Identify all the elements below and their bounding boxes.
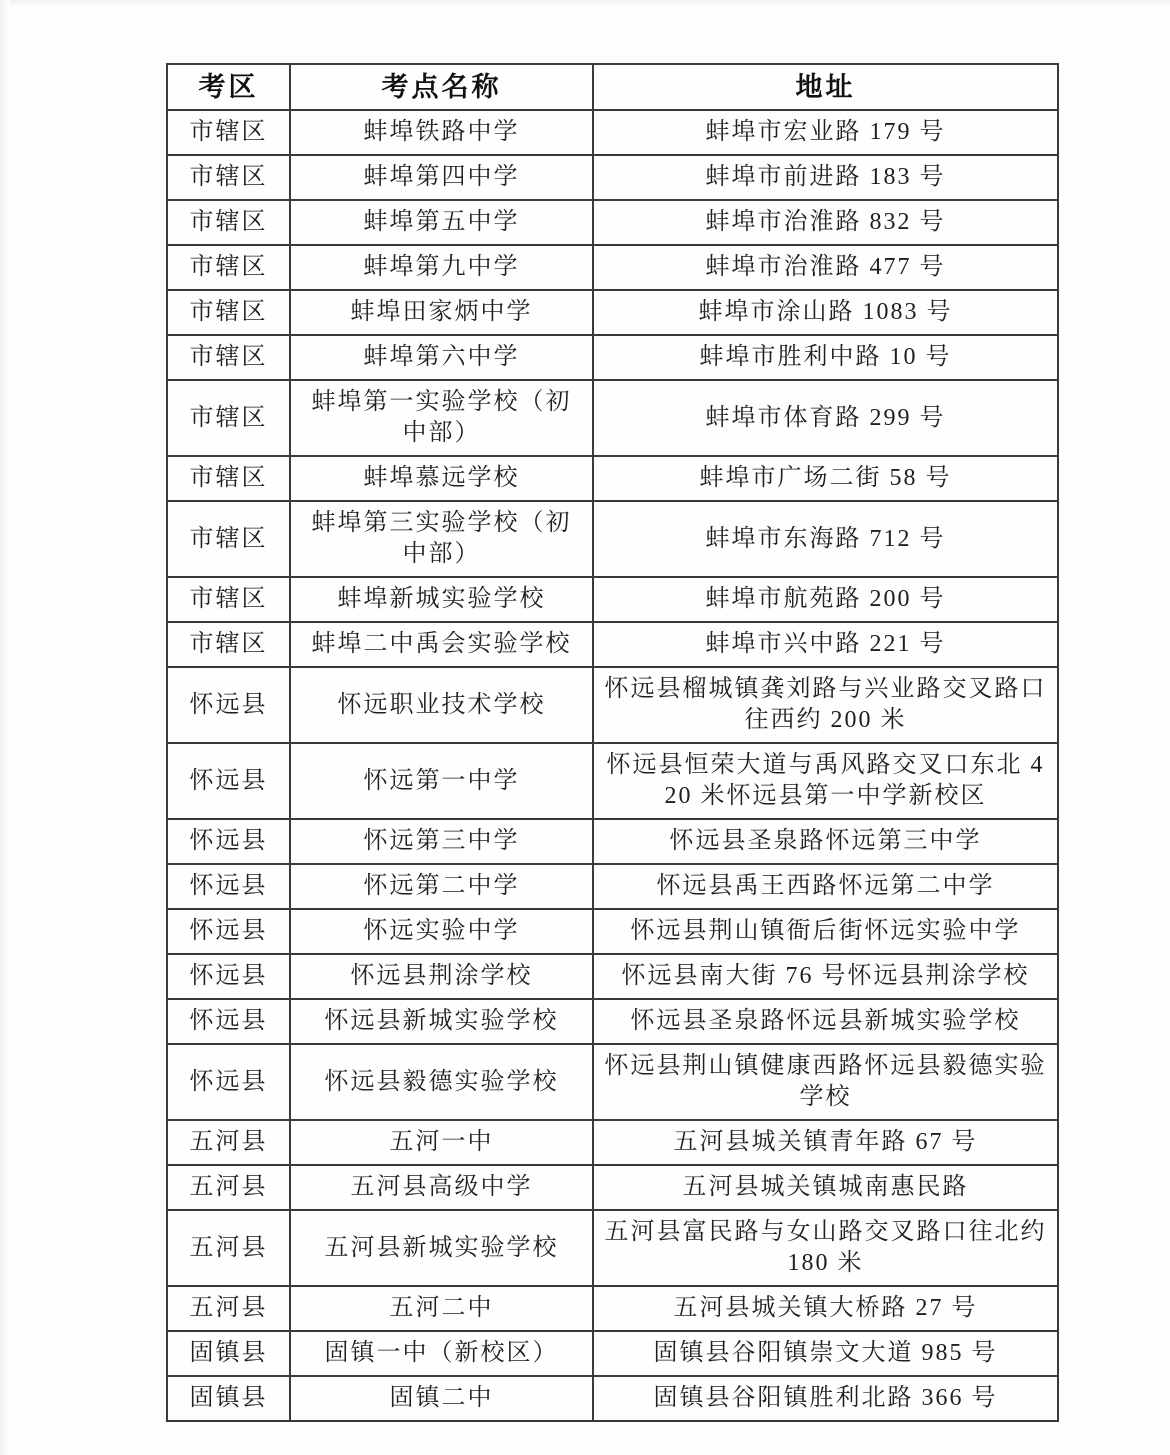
district-cell: 市辖区 xyxy=(167,200,290,245)
site-name-cell: 怀远实验中学 xyxy=(290,909,593,954)
address-cell: 蚌埠市胜利中路 10 号 xyxy=(593,335,1058,380)
table-row xyxy=(167,335,1058,380)
district-cell: 怀远县 xyxy=(167,667,290,743)
site-name-cell: 五河一中 xyxy=(290,1120,593,1165)
district-cell: 怀远县 xyxy=(167,954,290,999)
district-cell: 怀远县 xyxy=(167,1044,290,1120)
site-name-cell: 蚌埠第九中学 xyxy=(290,245,593,290)
site-name-cell: 怀远职业技术学校 xyxy=(290,667,593,743)
table-row xyxy=(167,245,1058,290)
table-row xyxy=(167,1331,1058,1376)
district-cell: 怀远县 xyxy=(167,909,290,954)
site-name-cell: 五河县新城实验学校 xyxy=(290,1210,593,1286)
table-row xyxy=(167,501,1058,577)
address-cell: 怀远县圣泉路怀远第三中学 xyxy=(593,819,1058,864)
address-cell: 怀远县禹王西路怀远第二中学 xyxy=(593,864,1058,909)
site-name-cell: 固镇二中 xyxy=(290,1376,593,1421)
site-name-cell: 固镇一中（新校区） xyxy=(290,1331,593,1376)
site-name-cell: 五河二中 xyxy=(290,1286,593,1331)
address-cell: 蚌埠市涂山路 1083 号 xyxy=(593,290,1058,335)
address-cell: 五河县城关镇城南惠民路 xyxy=(593,1165,1058,1210)
site-name-cell: 怀远第一中学 xyxy=(290,743,593,819)
district-cell: 市辖区 xyxy=(167,245,290,290)
table-row xyxy=(167,380,1058,456)
district-cell: 固镇县 xyxy=(167,1376,290,1421)
table-row xyxy=(167,290,1058,335)
address-cell: 蚌埠市前进路 183 号 xyxy=(593,155,1058,200)
address-cell: 蚌埠市兴中路 221 号 xyxy=(593,622,1058,667)
district-cell: 市辖区 xyxy=(167,290,290,335)
table-row xyxy=(167,1044,1058,1120)
address-cell: 固镇县谷阳镇胜利北路 366 号 xyxy=(593,1376,1058,1421)
address-cell: 蚌埠市治淮路 477 号 xyxy=(593,245,1058,290)
district-cell: 五河县 xyxy=(167,1165,290,1210)
address-cell: 蚌埠市广场二街 58 号 xyxy=(593,456,1058,501)
site-name-cell: 怀远县毅德实验学校 xyxy=(290,1044,593,1120)
table-row xyxy=(167,1376,1058,1421)
table-row xyxy=(167,864,1058,909)
district-cell: 市辖区 xyxy=(167,622,290,667)
table-row xyxy=(167,200,1058,245)
table-row xyxy=(167,954,1058,999)
table-row xyxy=(167,743,1058,819)
exam-table-body xyxy=(167,110,1058,1421)
district-cell: 市辖区 xyxy=(167,380,290,456)
district-cell: 怀远县 xyxy=(167,743,290,819)
district-cell: 市辖区 xyxy=(167,501,290,577)
site-name-cell: 蚌埠第六中学 xyxy=(290,335,593,380)
district-cell: 市辖区 xyxy=(167,110,290,155)
site-name-cell: 蚌埠铁路中学 xyxy=(290,110,593,155)
district-cell: 市辖区 xyxy=(167,155,290,200)
exam-sites-table xyxy=(166,63,1059,1422)
district-cell: 五河县 xyxy=(167,1120,290,1165)
district-cell: 五河县 xyxy=(167,1210,290,1286)
address-cell: 怀远县南大街 76 号怀远县荆涂学校 xyxy=(593,954,1058,999)
table-row xyxy=(167,819,1058,864)
address-cell: 蚌埠市航苑路 200 号 xyxy=(593,577,1058,622)
site-name-cell: 蚌埠慕远学校 xyxy=(290,456,593,501)
address-cell: 五河县城关镇大桥路 27 号 xyxy=(593,1286,1058,1331)
site-name-cell: 怀远县荆涂学校 xyxy=(290,954,593,999)
district-cell: 市辖区 xyxy=(167,456,290,501)
table-row xyxy=(167,909,1058,954)
table-row xyxy=(167,1120,1058,1165)
column-header-district: 考区 xyxy=(167,64,290,110)
district-cell: 固镇县 xyxy=(167,1331,290,1376)
table-row xyxy=(167,155,1058,200)
table-row xyxy=(167,1286,1058,1331)
district-cell: 怀远县 xyxy=(167,864,290,909)
table-row xyxy=(167,110,1058,155)
table-row xyxy=(167,577,1058,622)
column-header-site-name: 考点名称 xyxy=(290,64,593,110)
site-name-cell: 怀远第三中学 xyxy=(290,819,593,864)
site-name-cell: 蚌埠第一实验学校（初中部） xyxy=(290,380,593,456)
table-row xyxy=(167,1165,1058,1210)
address-cell: 五河县城关镇青年路 67 号 xyxy=(593,1120,1058,1165)
table-row xyxy=(167,999,1058,1044)
page-edge-shading-left xyxy=(0,0,10,1455)
table-row xyxy=(167,667,1058,743)
table-row xyxy=(167,622,1058,667)
site-name-cell: 蚌埠新城实验学校 xyxy=(290,577,593,622)
address-cell: 蚌埠市东海路 712 号 xyxy=(593,501,1058,577)
column-header-address: 地址 xyxy=(593,64,1058,110)
site-name-cell: 怀远县新城实验学校 xyxy=(290,999,593,1044)
district-cell: 市辖区 xyxy=(167,577,290,622)
address-cell: 怀远县荆山镇健康西路怀远县毅德实验学校 xyxy=(593,1044,1058,1120)
page-edge-shading xyxy=(0,0,1170,6)
table-row xyxy=(167,456,1058,501)
site-name-cell: 蚌埠第四中学 xyxy=(290,155,593,200)
table-header-row xyxy=(167,64,1058,110)
site-name-cell: 蚌埠田家炳中学 xyxy=(290,290,593,335)
site-name-cell: 蚌埠第三实验学校（初中部） xyxy=(290,501,593,577)
address-cell: 蚌埠市宏业路 179 号 xyxy=(593,110,1058,155)
district-cell: 市辖区 xyxy=(167,335,290,380)
district-cell: 怀远县 xyxy=(167,819,290,864)
district-cell: 五河县 xyxy=(167,1286,290,1331)
address-cell: 固镇县谷阳镇崇文大道 985 号 xyxy=(593,1331,1058,1376)
district-cell: 怀远县 xyxy=(167,999,290,1044)
address-cell: 蚌埠市体育路 299 号 xyxy=(593,380,1058,456)
address-cell: 五河县富民路与女山路交叉路口往北约 180 米 xyxy=(593,1210,1058,1286)
site-name-cell: 蚌埠第五中学 xyxy=(290,200,593,245)
address-cell: 怀远县榴城镇龚刘路与兴业路交叉路口往西约 200 米 xyxy=(593,667,1058,743)
address-cell: 蚌埠市治淮路 832 号 xyxy=(593,200,1058,245)
address-cell: 怀远县荆山镇衙后街怀远实验中学 xyxy=(593,909,1058,954)
site-name-cell: 蚌埠二中禹会实验学校 xyxy=(290,622,593,667)
address-cell: 怀远县圣泉路怀远县新城实验学校 xyxy=(593,999,1058,1044)
address-cell: 怀远县恒荣大道与禹风路交叉口东北 420 米怀远县第一中学新校区 xyxy=(593,743,1058,819)
site-name-cell: 怀远第二中学 xyxy=(290,864,593,909)
table-row xyxy=(167,1210,1058,1286)
site-name-cell: 五河县高级中学 xyxy=(290,1165,593,1210)
